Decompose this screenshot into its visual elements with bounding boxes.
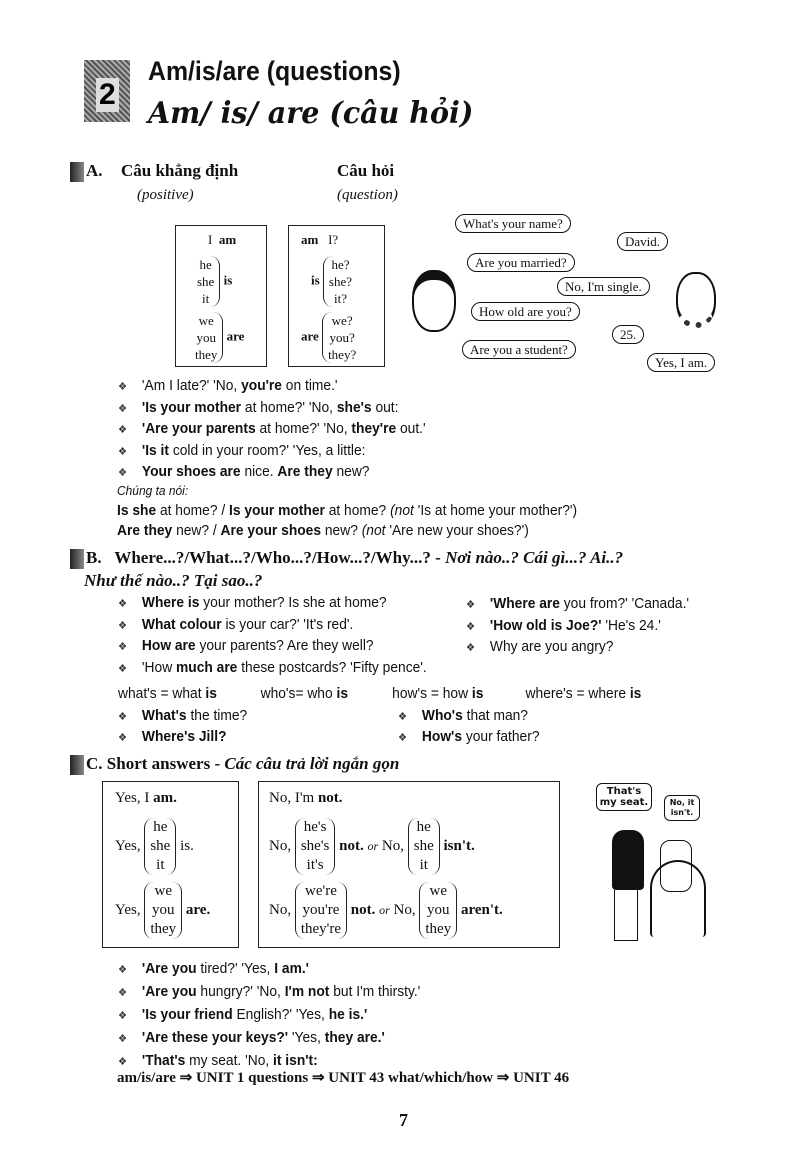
list-item (118, 419, 426, 441)
bullet-icon: ❖ (118, 381, 128, 393)
unit-number: 2 (96, 78, 119, 112)
speech-bubble: Are you a student? (462, 340, 576, 359)
unit-title: Am/is/are (questions) (148, 56, 401, 86)
note-lines (117, 501, 577, 541)
bullet-icon: ❖ (118, 424, 128, 436)
question-heading: Câu hỏi (337, 161, 395, 180)
verb: am (301, 232, 319, 247)
verb: is (311, 272, 320, 288)
bullet-icon: ❖ (118, 598, 128, 610)
heading-vi: Các câu trả lời ngắn gọn (224, 754, 400, 773)
standing-man-legs (614, 890, 638, 941)
text-segment: 'Are you (141, 983, 197, 1000)
list-item (466, 637, 689, 659)
text-segment: is your car?' 'It's red'. (221, 615, 354, 633)
text-segment: much are (176, 658, 238, 676)
speech-bubble: What's your name? (455, 214, 571, 233)
list-item (117, 521, 577, 541)
text-segment: Why are you angry? (489, 638, 614, 655)
list-item (466, 594, 689, 616)
section-a-label (70, 160, 103, 182)
verb: am (218, 232, 237, 247)
text-segment: who's= who (260, 685, 337, 702)
text-segment: 'Yes, (288, 1029, 325, 1046)
speech-bubble: 25. (612, 325, 644, 344)
text-segment: is (629, 685, 642, 702)
text-segment: at home? / (156, 502, 230, 519)
standing-man-icon (612, 830, 644, 890)
list-item (466, 616, 689, 638)
section-c-examples (118, 958, 420, 1073)
text-segment: 'Are your parents (141, 420, 256, 437)
contraction (392, 685, 525, 703)
pronoun-group: he she it (192, 256, 220, 307)
list-item (118, 441, 426, 463)
text-segment: out.' (396, 420, 426, 437)
section-b-heading (70, 547, 623, 569)
comic-speech-bubble: That's my seat. (596, 783, 652, 811)
speech-bubble: David. (617, 232, 668, 251)
list-item (118, 1004, 420, 1027)
text-segment: tired?' 'Yes, (196, 960, 275, 977)
bullet-icon: ❖ (398, 711, 408, 723)
text-segment: What colour (141, 615, 222, 633)
section-letter: C. (86, 754, 103, 773)
positive-table (175, 225, 267, 367)
question-table (288, 225, 385, 367)
text-segment: Is she (117, 502, 157, 519)
text-segment: that man? (462, 707, 528, 724)
text-segment: you're (241, 377, 282, 394)
list-item (118, 462, 426, 484)
text-segment: 'How (141, 658, 177, 676)
bullet-icon: ❖ (466, 642, 476, 654)
text-segment: 'How old is Joe?' (489, 616, 602, 634)
contraction-examples-left (118, 706, 247, 748)
man-face-icon (676, 272, 716, 328)
unit-subtitle: Am/ is/ are (câu hỏi) (148, 96, 474, 131)
bullet-icon: ❖ (466, 599, 476, 611)
text-segment: your mother? Is she at home? (199, 594, 387, 611)
bullet-icon: ❖ (466, 620, 476, 633)
list-item (118, 1027, 420, 1050)
text-segment: Are they (117, 522, 173, 539)
text-segment: he is.' (328, 1006, 368, 1023)
heading-text: Short answers - (106, 754, 225, 773)
text-segment: out: (371, 398, 399, 416)
section-letter: B. (86, 548, 102, 567)
section-marker-icon (70, 755, 84, 775)
text-segment: on time.' (281, 377, 338, 394)
text-segment: 'That's (141, 1052, 186, 1069)
section-c-heading (70, 753, 399, 775)
list-item (118, 706, 247, 727)
bullet-icon: ❖ (118, 1033, 128, 1045)
text-segment: 'Where are (489, 595, 560, 612)
bullet-icon: ❖ (118, 711, 128, 723)
text-segment: How are (141, 637, 196, 654)
section-b-right-examples (466, 594, 689, 659)
list-item (117, 501, 577, 521)
woman-face-icon (412, 270, 456, 332)
positive-heading: Câu khẳng định (121, 161, 239, 180)
text-segment: new? (332, 463, 370, 480)
text-segment: hungry?' 'No, (196, 983, 285, 1000)
text-segment: Your shoes are (141, 463, 241, 480)
pronoun-group: he? she? it? (323, 256, 357, 307)
section-b-left-examples (118, 593, 427, 679)
text-segment: What's (141, 707, 187, 724)
page-number: 7 (399, 1110, 408, 1130)
text-segment: where's = where (525, 685, 630, 702)
list-item (398, 706, 539, 727)
bullet-icon: ❖ (118, 619, 128, 632)
short-answers-yes-box: Yes, I am. Yes, he she it is. Yes, we you they are. (102, 781, 239, 948)
bullet-icon: ❖ (118, 467, 128, 479)
text-segment: Who's (421, 707, 463, 724)
pronoun-group: we you they (190, 312, 223, 363)
text-segment: my seat. 'No, (185, 1052, 274, 1069)
pronoun: I? (328, 232, 339, 247)
text-segment: they are.' (324, 1029, 385, 1046)
text-segment: is (336, 685, 349, 702)
text-segment: nice. (240, 463, 278, 480)
text-segment: How's (421, 728, 463, 745)
text-segment: what's = what (118, 685, 206, 702)
verb: is (223, 272, 233, 288)
list-item (118, 958, 420, 981)
bullet-icon: ❖ (118, 1056, 128, 1068)
speech-bubble: Yes, I am. (647, 353, 715, 372)
speech-bubble: How old are you? (471, 302, 580, 321)
list-item (118, 636, 427, 658)
text-segment: your parents? Are they well? (195, 637, 374, 654)
bullet-icon: ❖ (118, 987, 128, 999)
text-segment: at home?' 'No, (241, 398, 337, 416)
verb: are (226, 328, 245, 344)
text-segment: cold in your room?' 'Yes, a little: (168, 441, 366, 459)
list-item (118, 398, 426, 420)
pronoun-group: we? you? they? (322, 312, 361, 363)
bullet-icon: ❖ (118, 662, 128, 675)
speech-bubble: Are you married? (467, 253, 575, 272)
text-segment: 'Are you (141, 960, 197, 977)
text-segment: (not (390, 502, 414, 519)
text-segment: (not (361, 522, 386, 539)
bullet-icon: ❖ (118, 964, 128, 976)
text-segment: English?' 'Yes, (232, 1006, 329, 1023)
unit-number-badge (84, 60, 130, 122)
text-segment: 'Are these your keys?' (141, 1029, 289, 1046)
text-segment: Are they (277, 463, 333, 480)
text-segment: Is your mother (229, 502, 325, 519)
text-segment: new? / (172, 522, 221, 539)
text-segment: how's = how (392, 685, 472, 702)
text-segment: she's (336, 398, 372, 416)
list-item (118, 376, 426, 398)
text-segment: 'Is it (141, 441, 169, 459)
speech-bubble: No, I'm single. (557, 277, 650, 296)
text-segment: is (471, 685, 484, 702)
contraction (118, 685, 261, 703)
list-item (118, 615, 427, 637)
bullet-icon: ❖ (118, 445, 128, 458)
verb: are (301, 328, 319, 344)
bullet-icon: ❖ (118, 732, 128, 744)
text-segment: they're (351, 420, 397, 437)
contraction-examples-right (398, 706, 539, 748)
text-segment: 'Is at home your mother?') (413, 502, 578, 519)
list-item (118, 593, 427, 615)
text-segment: 'He's 24.' (601, 616, 661, 634)
list-item (118, 981, 420, 1004)
text-segment: I'm not (284, 983, 330, 1000)
text-segment: at home? (324, 502, 391, 519)
note-label: Chúng ta nói: (117, 483, 189, 498)
text-segment: Where's Jill? (141, 728, 227, 745)
bullet-icon: ❖ (398, 732, 408, 744)
text-segment: your father? (462, 728, 540, 745)
text-segment: but I'm thirsty.' (329, 983, 421, 1000)
bullet-icon: ❖ (118, 641, 128, 653)
text-segment: at home?' 'No, (255, 420, 352, 437)
text-segment: 'Is your mother (141, 398, 242, 416)
unit-references: am/is/are ⇒ UNIT 1 questions ⇒ UNIT 43 what/which/how ⇒ UNIT 46 (117, 1070, 570, 1086)
text-segment: I am.' (274, 960, 309, 977)
list-item (398, 727, 539, 748)
text-segment: it isn't: (273, 1052, 318, 1069)
text-segment: 'Is your friend (141, 1006, 233, 1023)
heading-vi: Nơi nào..? Cái gì...? Ai..? (445, 548, 624, 567)
section-a-examples (118, 376, 426, 484)
section-letter: A. (86, 161, 103, 180)
contraction (261, 685, 393, 703)
text-segment: the time? (186, 707, 248, 724)
text-segment: 'Am I late?' 'No, (141, 377, 242, 394)
heading-text: Where...?/What...?/Who...?/How...?/Why...? - (114, 548, 446, 567)
bullet-icon: ❖ (118, 1010, 128, 1022)
text-segment: you from?' 'Canada.' (559, 595, 690, 612)
contraction (526, 685, 710, 703)
short-answers-no-box: No, I'm not. No, he's she's it's not. or No, he she it isn't. No, we're you're they're not. or No, we you they aren't. (258, 781, 560, 948)
chair-icon (650, 860, 706, 937)
bullet-icon: ❖ (118, 402, 128, 415)
text-segment: 'Are new your shoes?') (385, 522, 529, 539)
section-marker-icon (70, 549, 84, 569)
positive-sub: (positive) (137, 187, 194, 203)
comic-speech-bubble: No, it isn't. (664, 795, 700, 821)
text-segment: Are your shoes (220, 522, 322, 539)
question-sub: (question) (337, 187, 398, 203)
text-segment: these postcards? 'Fifty pence'. (237, 658, 427, 676)
list-item (118, 658, 427, 680)
contractions (118, 685, 707, 703)
list-item (118, 727, 247, 748)
pronoun: I (208, 232, 213, 247)
text-segment: Where is (141, 594, 200, 611)
section-marker-icon (70, 162, 84, 182)
text-segment: new? (321, 522, 362, 539)
text-segment: is (205, 685, 217, 702)
section-b-heading-vi-2: Như thế nào..? Tại sao..? (84, 571, 263, 590)
